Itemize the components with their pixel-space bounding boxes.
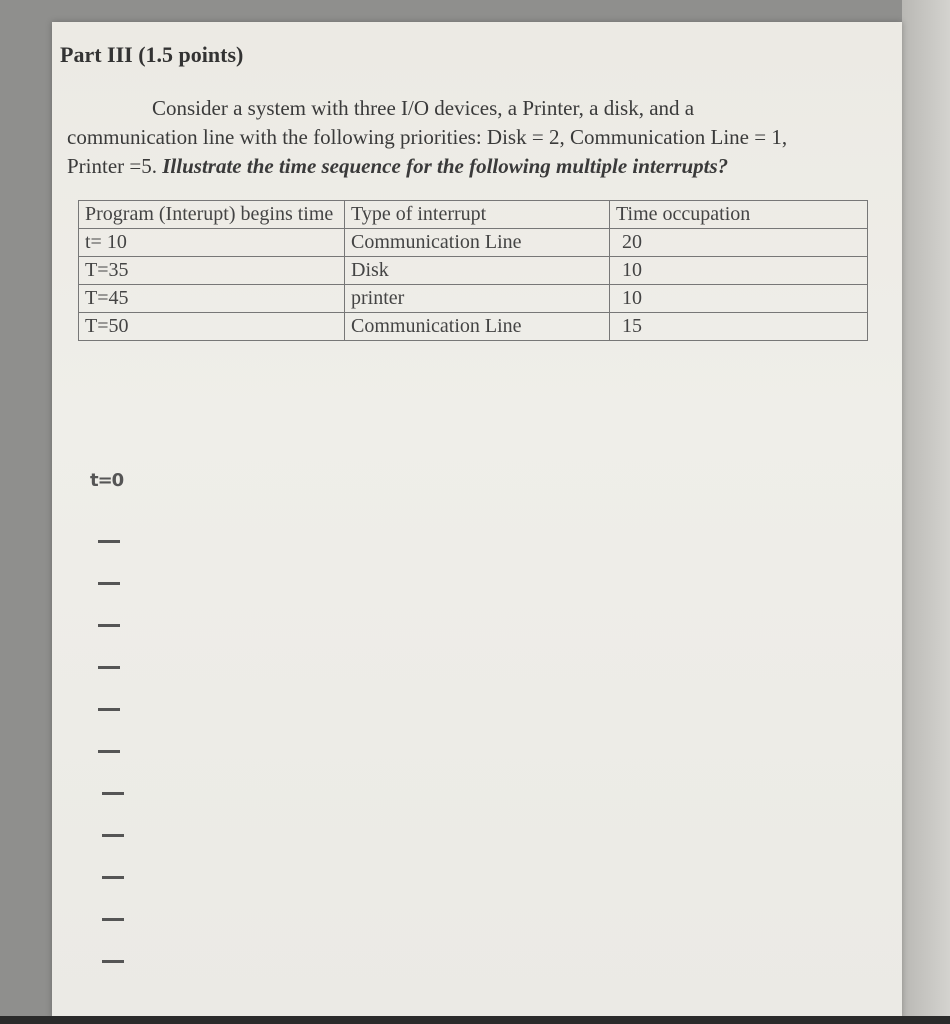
timeline-tick [98, 540, 120, 543]
table-row [79, 313, 868, 341]
question-instruction: Illustrate the time sequence for the following multiple interrupts? [162, 154, 729, 178]
header-begins-time: Program (Interupt) begins time [79, 201, 345, 229]
question-line-2: communication line with the following priorities: Disk = 2, Communication Line = 1, [67, 125, 788, 149]
row-begins: T=35 [79, 257, 345, 285]
timeline-tick [98, 624, 120, 627]
background-edge [902, 0, 950, 1024]
row-begins: t= 10 [79, 229, 345, 257]
timeline-tick [102, 834, 124, 837]
timeline-tick [102, 876, 124, 879]
row-type: Communication Line [345, 229, 610, 257]
interrupts-table [78, 200, 868, 341]
row-type: Communication Line [345, 313, 610, 341]
question-line-3: Printer =5. [67, 154, 157, 178]
timeline-tick [102, 918, 124, 921]
row-type: printer [345, 285, 610, 313]
timeline-start-label: t=0 [90, 470, 124, 491]
screen-bottom-bar [0, 1016, 950, 1024]
header-interrupt-type: Type of interrupt [345, 201, 610, 229]
row-time: 10 [610, 285, 868, 313]
table-header-row [79, 201, 868, 229]
timeline-tick [98, 708, 120, 711]
table-row [79, 257, 868, 285]
part-heading: Part III (1.5 points) [60, 42, 244, 67]
timeline [90, 470, 123, 491]
timeline-tick [98, 582, 120, 585]
table-row [79, 229, 868, 257]
table-row [79, 285, 868, 313]
question-line-1: Consider a system with three I/O devices, a Printer, a disk, and a [152, 96, 695, 120]
question-text [67, 94, 897, 181]
document-page [52, 22, 902, 1018]
row-begins: T=50 [79, 313, 345, 341]
row-time: 10 [610, 257, 868, 285]
row-type: Disk [345, 257, 610, 285]
row-begins: T=45 [79, 285, 345, 313]
timeline-tick [98, 750, 120, 753]
timeline-tick [102, 792, 124, 795]
row-time: 20 [610, 229, 868, 257]
timeline-tick [98, 666, 120, 669]
header-time-occupation: Time occupation [610, 201, 868, 229]
timeline-tick [102, 960, 124, 963]
row-time: 15 [610, 313, 868, 341]
